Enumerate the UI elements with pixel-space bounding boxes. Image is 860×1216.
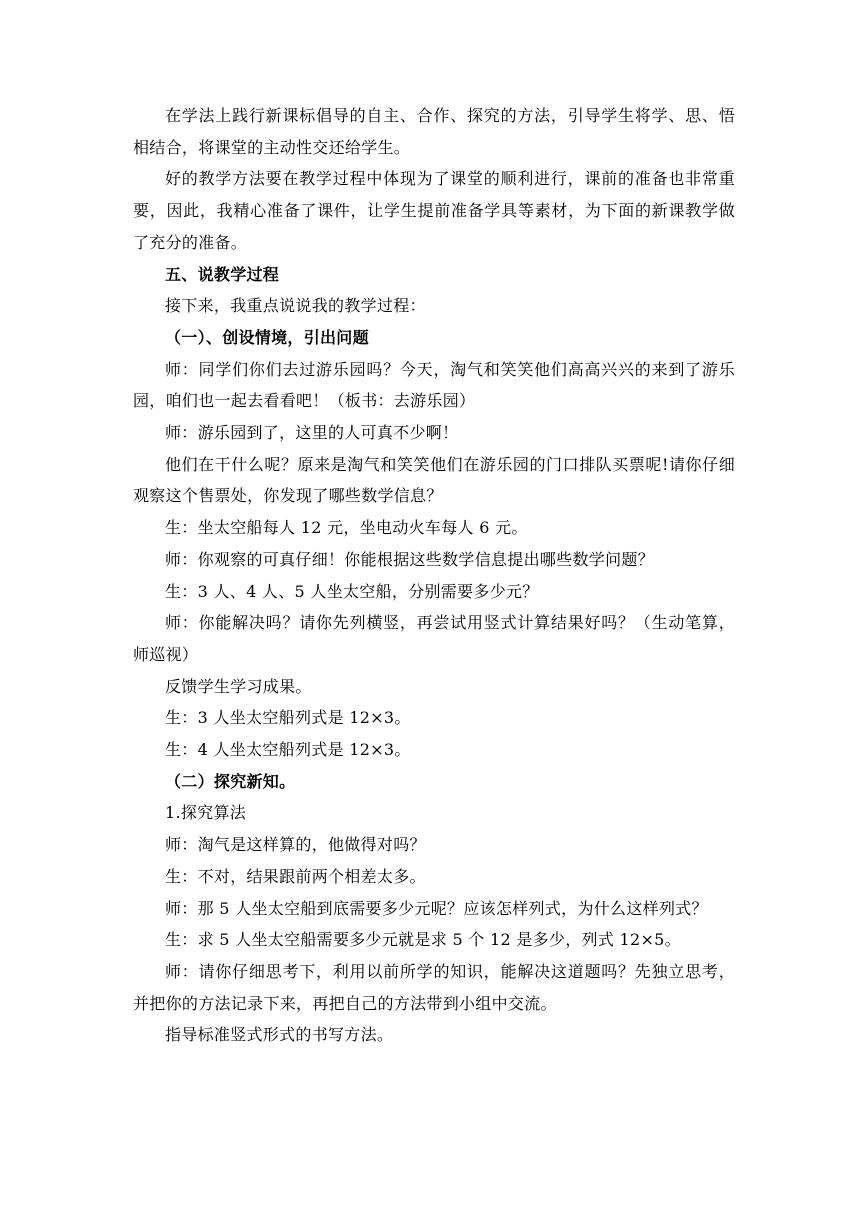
paragraph: 师：请你仔细思考下，利用以前所学的知识，能解决这道题吗？先独立思考，并把你的方法记录下来，再把自己的方法带到小组中交流。 bbox=[133, 961, 735, 1013]
paragraph: 好的教学方法要在教学过程中体现为了课堂的顺利进行，课前的准备也非常重要，因此，我精心准备了课件，让学生提前准备学具等素材，为下面的新课教学做了充分的准备。 bbox=[133, 169, 735, 252]
section-heading: 五、说教学过程 bbox=[165, 264, 280, 284]
paragraph: 师：淘气是这样算的，他做得对吗？ bbox=[165, 835, 426, 855]
paragraph: 师：你能解决吗？请你先列横竖，再尝试用竖式计算结果好吗？（生动笔算，师巡视） bbox=[133, 613, 735, 664]
paragraph: 师：你观察的可真仔细！你能根据这些数学信息提出哪些数学问题？ bbox=[165, 549, 655, 569]
paragraph: 师：游乐园到了，这里的人可真不少啊！ bbox=[165, 423, 459, 443]
section-heading: （一）、创设情境，引出问题 bbox=[165, 327, 369, 347]
paragraph: 生：求 5 人坐太空船需要多少元就是求 5 个 12 是多少，列式 12×5。 bbox=[165, 930, 681, 950]
paragraph: 生：4 人坐太空船列式是 12×3。 bbox=[165, 740, 411, 760]
paragraph: 他们在干什么呢？原来是淘气和笑笑他们在游乐园的门口排队买票呢!请你仔细观察这个售票处，你发现了哪些数学信息？ bbox=[133, 454, 735, 506]
paragraph: 反馈学生学习成果。 bbox=[165, 676, 312, 696]
paragraph: 在学法上践行新课标倡导的自主、合作、探究的方法，引导学生将学、思、悟相结合，将课堂的主动性交还给学生。 bbox=[133, 106, 735, 157]
paragraph: 师：那 5 人坐太空船到底需要多少元呢？应该怎样列式，为什么这样列式？ bbox=[165, 898, 708, 918]
paragraph: 生：3 人坐太空船列式是 12×3。 bbox=[165, 708, 411, 728]
section-heading: （二）探究新知。 bbox=[165, 771, 296, 791]
paragraph: 指导标准竖式形式的书写方法。 bbox=[165, 1025, 394, 1045]
paragraph: 生：坐太空船每人 12 元，坐电动火车每人 6 元。 bbox=[165, 518, 528, 538]
paragraph: 生：不对，结果跟前两个相差太多。 bbox=[165, 866, 426, 886]
paragraph: 1.探究算法 bbox=[165, 803, 247, 823]
paragraph: 师：同学们你们去过游乐园吗？今天，淘气和笑笑他们高高兴兴的来到了游乐园，咱们也一起去看看吧！（板书：去游乐园） bbox=[133, 359, 735, 411]
paragraph: 生：3 人、4 人、5 人坐太空船，分别需要多少元？ bbox=[165, 581, 539, 601]
paragraph: 接下来，我重点说说我的教学过程： bbox=[165, 296, 426, 316]
